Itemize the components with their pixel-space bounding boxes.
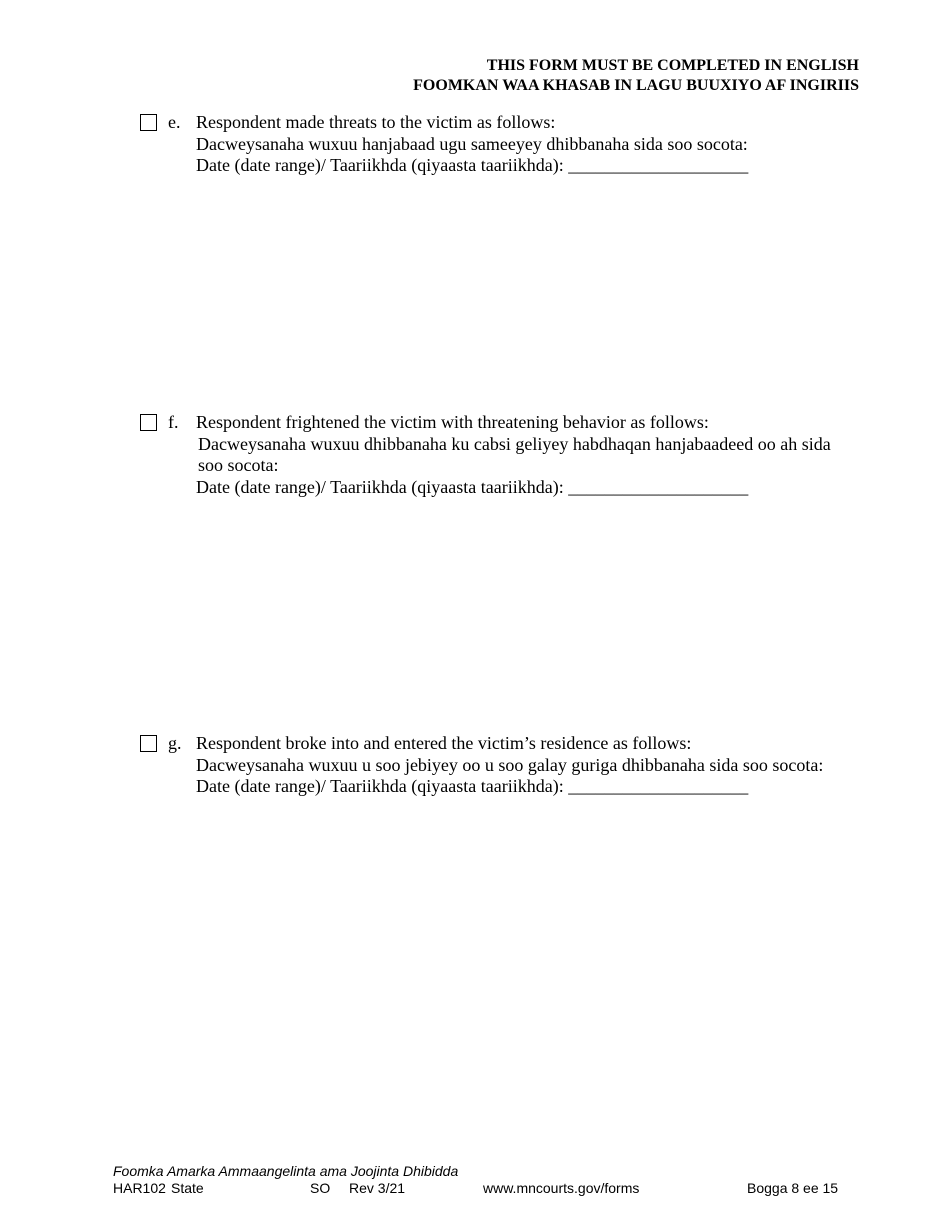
item-date-field[interactable]: Date (date range)/ Taariikhda (qiyaasta taariikhda): ____________________ [196, 776, 749, 796]
footer-page-number: Bogga 8 ee 15 [747, 1180, 839, 1196]
footer-form-id: HAR102 [113, 1180, 166, 1196]
item-somali-text: Dacweysanaha wuxuu dhibbanaha ku cabsi geliyey habdhaqan hanjabaadeed oo ah sida soo socota: [198, 433, 831, 475]
footer-url[interactable]: www.mncourts.gov/forms [483, 1180, 640, 1196]
item-english-text: Respondent made threats to the victim as follows: [196, 112, 556, 132]
item-somali-text: Dacweysanaha wuxuu hanjabaad ugu sameeyey dhibbanaha sida soo socota: [196, 133, 748, 154]
footer-language: SO [310, 1180, 331, 1196]
footer-jurisdiction: State [171, 1180, 204, 1196]
item-english-text: Respondent frightened the victim with threatening behavior as follows: [196, 412, 709, 432]
item-letter: g. [168, 733, 182, 753]
item-english-text: Respondent broke into and entered the victim’s residence as follows: [196, 733, 692, 753]
form-header [413, 56, 859, 96]
footer-revision: Rev 3/21 [349, 1180, 406, 1196]
page-footer [113, 1163, 873, 1197]
footer-form-title: Foomka Amarka Ammaangelinta ama Joojinta Dhibidda [113, 1163, 459, 1179]
item-letter: f. [168, 412, 179, 432]
header-english-notice: THIS FORM MUST BE COMPLETED IN ENGLISH [486, 57, 859, 74]
item-letter: e. [168, 112, 181, 132]
item-date-field[interactable]: Date (date range)/ Taariikhda (qiyaasta taariikhda): ____________________ [196, 155, 749, 175]
item-somali-text: Dacweysanaha wuxuu u soo jebiyey oo u soo galay guriga dhibbanaha sida soo socota: [196, 754, 824, 775]
item-g-checkbox[interactable] [140, 735, 157, 752]
item-date-field[interactable]: Date (date range)/ Taariikhda (qiyaasta taariikhda): ____________________ [196, 476, 749, 497]
item-e-checkbox[interactable] [140, 114, 157, 131]
header-somali-notice: FOOMKAN WAA KHASAB IN LAGU BUUXIYO AF INGIRIIS [413, 77, 859, 94]
item-f-checkbox[interactable] [140, 414, 157, 431]
